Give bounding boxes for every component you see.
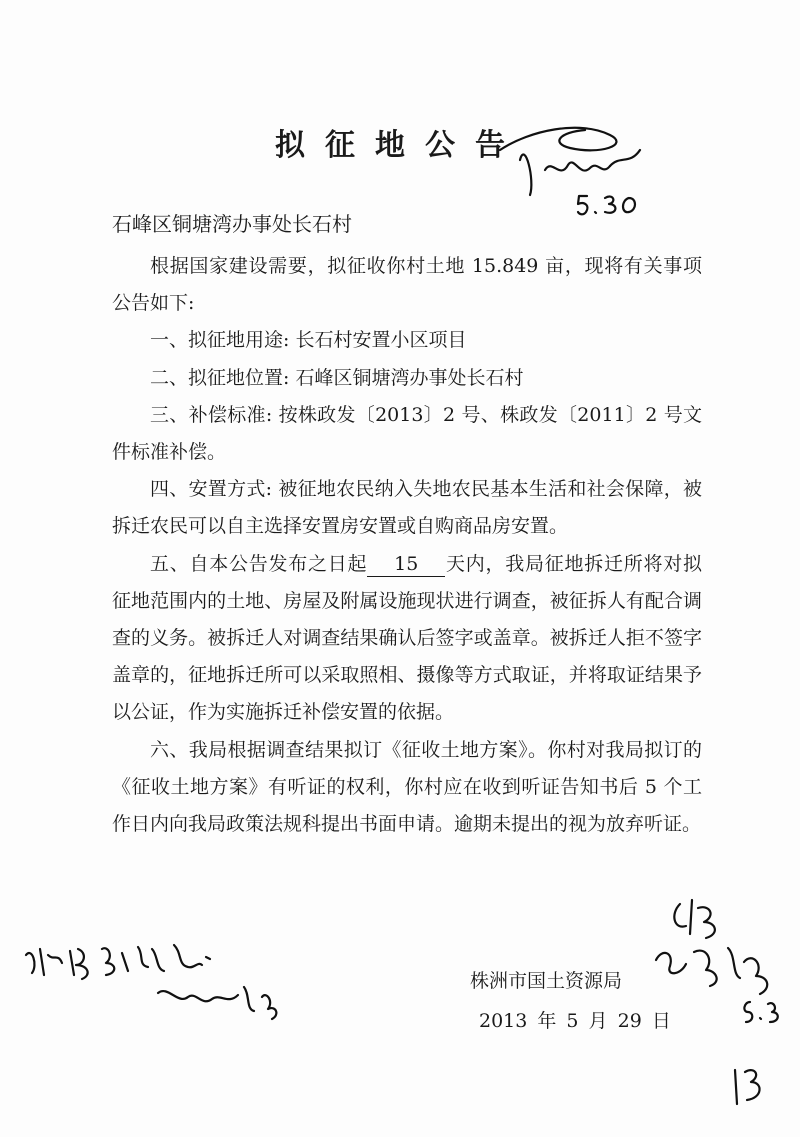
paragraph-purpose: 一、拟征地用途: 长石村安置小区项目 [150, 329, 467, 352]
paragraph-intro: 根据国家建设需要，拟征收你村土地 15.849 亩，现将有关事项公告如下: [112, 255, 702, 315]
paragraph-hearing: 六、我局根据调查结果拟订《征收土地方案》。你村对我局拟订的《征收土地方案》有听证的权利，你村应在收到听证告知书后 5 个工作日内向我局政策法规科提出书面申请。逾期未提出的视为放弃听证。 [112, 738, 702, 836]
issue-date: 2013 年 5 月 29 日 [479, 1010, 671, 1032]
days-blank: 15 [367, 552, 445, 577]
survey-text-before: 五、自本公告发布之日起 [150, 552, 368, 575]
page-title: 拟征地公告 [275, 128, 525, 163]
survey-text-after: 天内，我局征地拆迁所将对拟征地范围内的土地、房屋及附属设施现状进行调查，被征拆人有配合调查的义务。被拆迁人对调查结果确认后签字或盖章。被拆迁人拒不签字盖章的，征地拆迁所可以采取照相、摄像等方式取证，并将取证结果予以公证，作为实施拆迁补偿安置的依据。 [112, 552, 702, 724]
paragraph-location: 二、拟征地位置: 石峰区铜塘湾办事处长石村 [150, 366, 524, 389]
paragraph-compensation: 三、补偿标准: 按株政发〔2013〕2 号、株政发〔2011〕2 号文件标准补偿。 [112, 403, 702, 464]
handwritten-approval-note [18, 935, 298, 1025]
handwritten-page-number [725, 1060, 775, 1110]
paragraph-survey [112, 546, 702, 732]
paragraph-resettlement: 四、安置方式: 被征地农民纳入失地农民基本生活和社会保障，被拆迁农民可以自主选择安置房安置或自购商品房安置。 [112, 478, 702, 538]
issuing-agency: 株洲市国土资源局 [470, 970, 623, 992]
recipient-line: 石峰区铜塘湾办事处长石村 [112, 212, 352, 236]
handwritten-date-top [575, 190, 655, 220]
notice-body [112, 248, 702, 843]
